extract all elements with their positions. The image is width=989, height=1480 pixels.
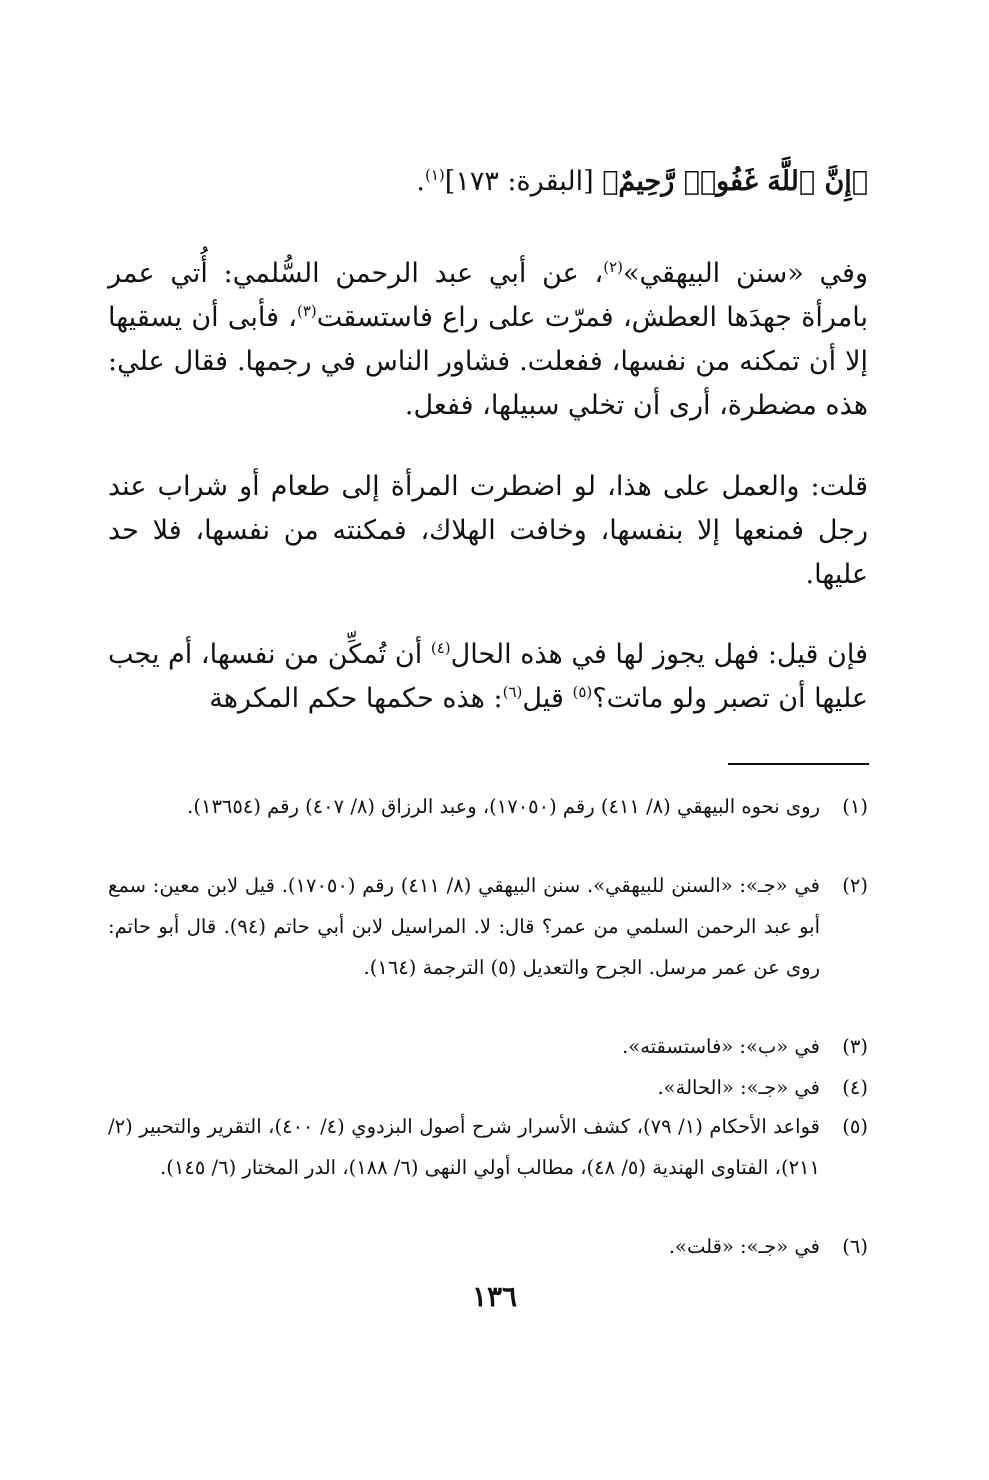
verse-end: .	[416, 166, 425, 197]
paragraph-text: ، عن أبي عبد الرحمن السُّلمي: أُتي عمر بامرأة جهدَها العطش، فمرّت على راع فاستسقت	[108, 258, 868, 333]
footnote-text: قواعد الأحكام (١/ ٧٩)، كشف الأسرار شرح أصول البزدوي (٤/ ٤٠٠)، التقرير والتحبير (٢/ ٢١١)، الفتاوى الهندية (٥/ ٤٨)، مطالب أولي النهى (٦/ ١٨٨)، الدر المختار (٦/ ١٤٥).	[108, 1115, 820, 1179]
quran-text: ﴿إِنَّ ٱللَّهَ غَفُورٞ رَّحِيمٌ﴾	[602, 166, 868, 197]
verse-reference: [البقرة: ١٧٣]	[444, 166, 594, 197]
footnote-text: في «ب»: «فاستسقته».	[622, 1035, 820, 1058]
footnote	[108, 1067, 868, 1108]
paragraph-text: : هذه حكمها حكم المكرهة	[209, 683, 503, 714]
footnote-marker: (٦)	[502, 683, 523, 701]
footnote-marker: (١)	[425, 166, 445, 184]
footnote-text: في «جـ»: «السنن للبيهقي». سنن البيهقي (٨/ ٤١١) رقم (١٧٠٥٠). قيل لابن معين: سمع أبو عبد الرحمن السلمي من عمر؟ قال: لا. المراسيل لابن أبي حاتم (٩٤). قال أبو حاتم: روى عن عمر مرسل. الجرح والتعديل (٥) الترجمة (١٦٤).	[108, 874, 820, 979]
paragraph-text: قيل	[522, 683, 573, 714]
footnote-marker: (٢)	[603, 258, 624, 276]
footnote-marker: (٣)	[297, 302, 317, 320]
page-number: ١٣٦	[471, 1280, 518, 1313]
footnote-number: (٢)	[842, 874, 868, 897]
footnote	[108, 1226, 868, 1267]
paragraph-qultu	[108, 465, 868, 597]
footnote-marker: (٥)	[572, 683, 593, 701]
footnote-number: (٣)	[842, 1035, 868, 1058]
footnote	[108, 865, 868, 988]
footnote-marker: (٤)	[430, 639, 451, 657]
footnote-number: (١)	[842, 795, 868, 818]
paragraph-bayhaqi	[108, 252, 868, 428]
footnote-number: (٦)	[842, 1235, 868, 1258]
footnote-text: في «جـ»: «قلت».	[668, 1235, 820, 1258]
footnote-text: روى نحوه البيهقي (٨/ ٤١١) رقم (١٧٠٥٠)، وعبد الرزاق (٨/ ٤٠٧) رقم (١٣٦٥٤).	[187, 795, 820, 818]
footnote-text: في «جـ»: «الحالة».	[657, 1076, 820, 1099]
paragraph-text: قلت: والعمل على هذا، لو اضطرت المرأة إلى طعام أو شراب عند رجل فمنعها إلا بنفسها، وخافت الهلاك، فمكنته من نفسها، فلا حد عليها.	[108, 471, 868, 590]
paragraph-text: وفي «سنن البيهقي»	[623, 258, 868, 289]
footnote-number: (٥)	[842, 1115, 868, 1138]
footnote-separator	[728, 763, 869, 765]
paragraph-text: ، فأبى أن يسقيها إلا أن تمكنه من نفسها، ففعلت. فشاور الناس في رجمها. فقال علي: هذه مضطرة، أرى أن تخلي سبيلها، ففعل.	[108, 302, 869, 421]
quran-verse	[108, 160, 868, 204]
footnote	[108, 786, 868, 827]
paragraph-question	[108, 633, 868, 721]
paragraph-text: أن تُمكِّن من نفسها، أم يجب عليها أن تصبر ولو ماتت؟	[108, 639, 868, 714]
footnote	[108, 1026, 868, 1067]
footnote-number: (٤)	[842, 1076, 868, 1099]
footnote	[108, 1106, 868, 1188]
paragraph-text: فإن قيل: فهل يجوز لها في هذه الحال	[450, 639, 869, 670]
